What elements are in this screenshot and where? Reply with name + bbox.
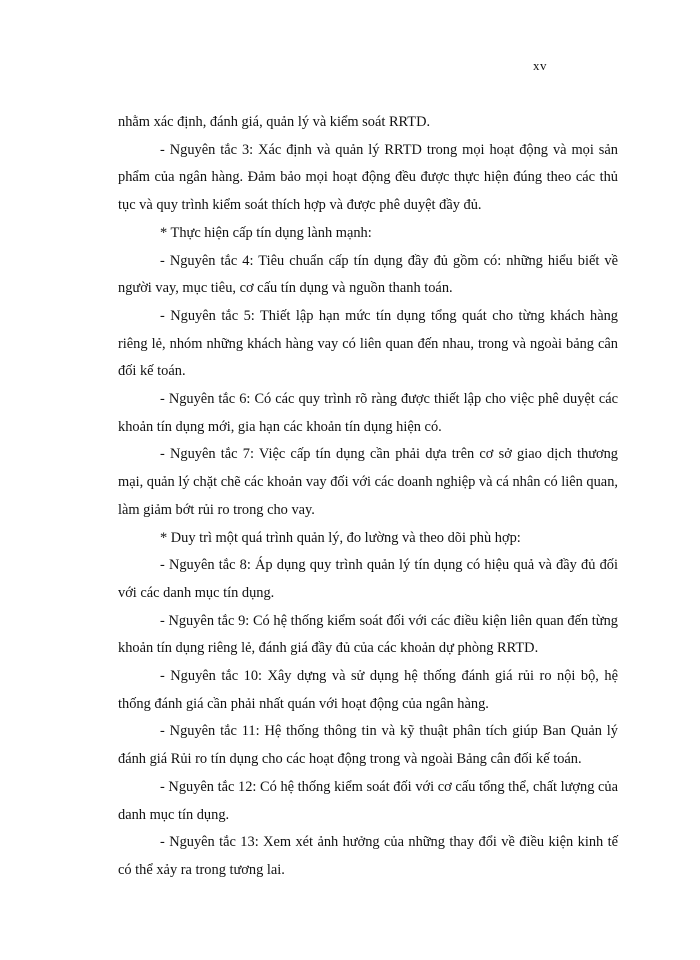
section-heading-sound-credit: * Thực hiện cấp tín dụng lành mạnh: xyxy=(160,224,372,241)
paragraph-principle-13: - Nguyên tắc 13: Xem xét ảnh hưởng của những thay đổi về điều kiện kinh tế có thể xảy ra trong tương lai. xyxy=(118,834,618,878)
paragraph-principle-10: - Nguyên tắc 10: Xây dựng và sử dụng hệ thống đánh giá rủi ro nội bộ, hệ thống đánh giá cần phải nhất quán với hoạt động của ngân hàng. xyxy=(118,668,618,712)
paragraph-principle-8: - Nguyên tắc 8: Áp dụng quy trình quản lý tín dụng có hiệu quả và đầy đủ đối với các danh mục tín dụng. xyxy=(118,557,618,601)
paragraph-principle-3: - Nguyên tắc 3: Xác định và quản lý RRTD trong mọi hoạt động và mọi sản phẩm của ngân hàng. Đảm bảo mọi hoạt động đều được thực hiện đúng theo các thủ tục và quy trình kiểm soát thích hợp và được phê duyệt đầy đủ. xyxy=(118,141,618,214)
paragraph-principle-4: - Nguyên tắc 4: Tiêu chuẩn cấp tín dụng đầy đủ gồm có: những hiểu biết về người vay, mục tiêu, cơ cấu tín dụng và nguồn thanh toán. xyxy=(118,252,618,297)
document-body xyxy=(118,109,618,885)
paragraph-principle-9: - Nguyên tắc 9: Có hệ thống kiểm soát đối với các điều kiện liên quan đến từng khoản tín dụng riêng lẻ, đánh giá đầy đủ của các khoản dự phòng RRTD. xyxy=(118,612,618,657)
paragraph-principle-5: - Nguyên tắc 5: Thiết lập hạn mức tín dụng tổng quát cho từng khách hàng riêng lẻ, nhóm những khách hàng vay có liên quan đến nhau, trong và ngoài bảng cân đối kế toán. xyxy=(118,307,618,380)
page-number: xv xyxy=(533,58,547,73)
paragraph-principle-7: - Nguyên tắc 7: Việc cấp tín dụng cần phải dựa trên cơ sở giao dịch thương mại, quản lý chặt chẽ các khoản vay đối với các doanh nghiệp và cá nhân có liên quan, làm giảm bớt rủi ro trong cho vay. xyxy=(118,446,618,518)
paragraph-principle-12: - Nguyên tắc 12: Có hệ thống kiểm soát đối với cơ cấu tổng thể, chất lượng của danh mục tín dụng. xyxy=(118,778,618,823)
paragraph-principle-6: - Nguyên tắc 6: Có các quy trình rõ ràng được thiết lập cho việc phê duyệt các khoản tín dụng mới, gia hạn các khoản tín dụng hiện có. xyxy=(118,391,618,435)
paragraph-continuation: nhằm xác định, đánh giá, quản lý và kiểm soát RRTD. xyxy=(118,114,431,130)
paragraph-principle-11: - Nguyên tắc 11: Hệ thống thông tin và kỹ thuật phân tích giúp Ban Quản lý đánh giá Rủi ro tín dụng cho các hoạt động trong và ngoài Bảng cân đối kế toán. xyxy=(118,723,618,768)
section-heading-monitoring: * Duy trì một quá trình quản lý, đo lường và theo dõi phù hợp: xyxy=(160,529,521,546)
